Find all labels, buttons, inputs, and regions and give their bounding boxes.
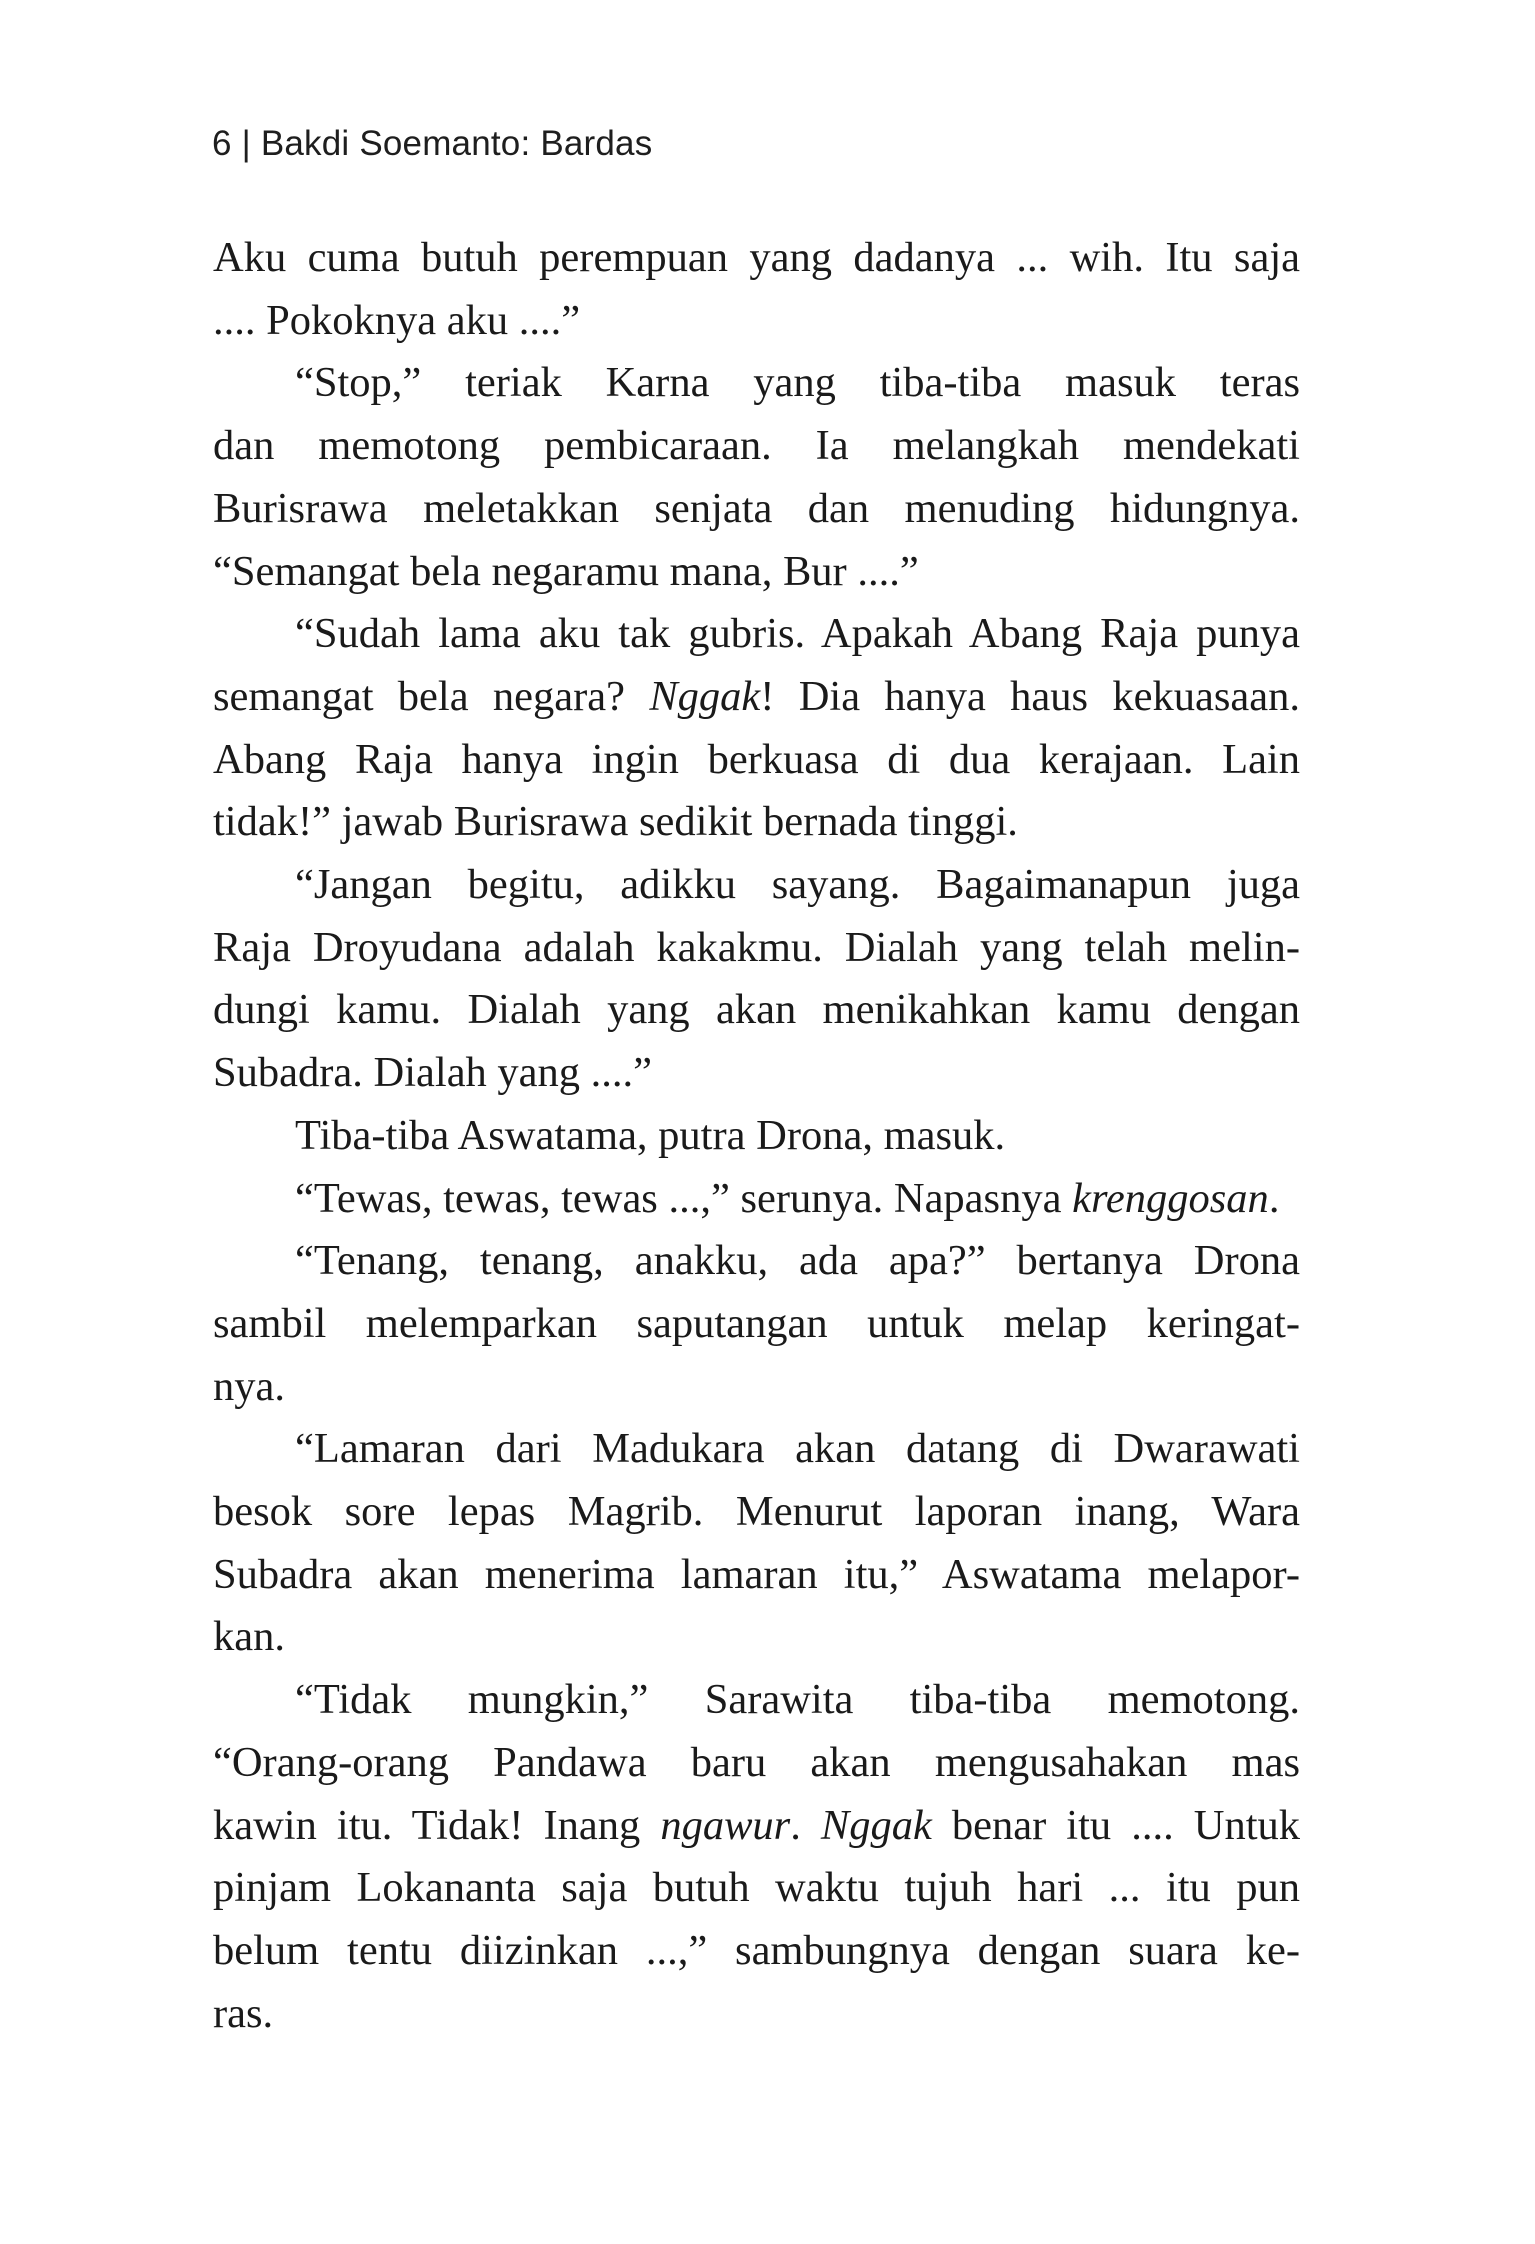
text-line — [213, 1669, 1300, 1732]
text-line — [213, 1857, 1300, 1920]
text-line — [213, 1168, 1300, 1231]
paragraph — [213, 1105, 1300, 1168]
text-line — [213, 791, 1300, 854]
text-run: “Tidak mungkin,” Sarawita tiba-tiba memotong. — [295, 1676, 1300, 1724]
paragraph — [213, 854, 1300, 1105]
text-run: “Tenang, tenang, anakku, ada apa?” bertanya Drona — [295, 1237, 1300, 1285]
paragraph — [213, 352, 1300, 603]
text-run: Aku cuma butuh perempuan yang dadanya ... wih. Itu saja — [213, 234, 1300, 281]
text-run: pinjam Lokananta saja butuh waktu tujuh hari ... itu pun — [213, 1864, 1300, 1912]
italic-text: krenggosan — [1072, 1174, 1269, 1222]
text-run: . — [1268, 1174, 1280, 1222]
text-run: .... Pokoknya aku ....” — [213, 296, 581, 344]
running-head-title: Bakdi Soemanto: Bardas — [260, 124, 653, 163]
text-run: “Jangan begitu, adikku sayang. Bagaimanapun juga — [295, 861, 1300, 909]
text-run: besok sore lepas Magrib. Menurut laporan inang, Wara — [213, 1488, 1300, 1536]
running-head-separator: | — [241, 124, 251, 163]
text-run: sambil melemparkan saputangan untuk melap keringat- — [213, 1299, 1300, 1347]
text-line — [213, 1042, 1300, 1105]
text-line — [213, 1356, 1300, 1419]
text-run: nya. — [213, 1362, 285, 1410]
text-line — [213, 1795, 1300, 1858]
running-head — [212, 124, 652, 164]
text-line — [213, 854, 1300, 917]
text-run: benar itu .... Untuk — [931, 1801, 1300, 1849]
text-line — [213, 227, 1300, 290]
italic-text: ngawur — [660, 1801, 791, 1849]
text-run: . — [790, 1801, 821, 1849]
text-line — [213, 1105, 1300, 1168]
paragraph — [213, 227, 1300, 352]
paragraph — [213, 1230, 1300, 1418]
text-run: ! Dia hanya haus kekuasaan. — [760, 672, 1301, 720]
text-run: dan memotong pembicaraan. Ia melangkah mendekati — [213, 422, 1300, 470]
text-line — [213, 541, 1300, 604]
text-line — [213, 1481, 1300, 1544]
text-line — [213, 1418, 1300, 1481]
text-run: “Semangat bela negaramu mana, Bur ....” — [213, 547, 919, 595]
paragraph — [213, 603, 1300, 854]
text-run: kan. — [213, 1613, 285, 1661]
text-line — [213, 666, 1300, 729]
text-run: semangat bela negara? — [213, 672, 650, 720]
text-run: Raja Droyudana adalah kakakmu. Dialah yang telah melin- — [213, 923, 1300, 971]
italic-text: Nggak — [820, 1801, 932, 1849]
text-run: “Lamaran dari Madukara akan datang di Dwarawati — [295, 1425, 1300, 1473]
body-text — [213, 227, 1300, 2045]
text-line — [213, 1606, 1300, 1669]
text-run: Tiba-tiba Aswatama, putra Drona, masuk. — [295, 1111, 1006, 1159]
text-line — [213, 1920, 1300, 1983]
text-run: tidak!” jawab Burisrawa sedikit bernada tinggi. — [213, 798, 1018, 846]
paragraph — [213, 1669, 1300, 2045]
text-line — [213, 1732, 1300, 1795]
text-run: ras. — [213, 1989, 274, 2037]
text-line — [213, 917, 1300, 980]
text-run: “Stop,” teriak Karna yang tiba-tiba masuk teras — [295, 359, 1300, 407]
text-run: “Orang-orang Pandawa baru akan mengusahakan mas — [213, 1738, 1300, 1786]
text-line — [213, 1230, 1300, 1293]
text-line — [213, 979, 1300, 1042]
text-line — [213, 1293, 1300, 1356]
text-run: kawin itu. Tidak! Inang — [213, 1801, 661, 1849]
text-line — [213, 478, 1300, 541]
text-run: dungi kamu. Dialah yang akan menikahkan kamu dengan — [213, 986, 1300, 1034]
text-run: Subadra akan menerima lamaran itu,” Aswatama melapor- — [213, 1550, 1300, 1598]
text-run: Subadra. Dialah yang ....” — [213, 1049, 653, 1097]
text-line — [213, 415, 1300, 478]
text-run: Burisrawa meletakkan senjata dan menuding hidungnya. — [213, 484, 1300, 532]
text-run: “Sudah lama aku tak gubris. Apakah Abang Raja punya — [295, 610, 1300, 658]
text-line — [213, 352, 1300, 415]
text-run: Abang Raja hanya ingin berkuasa di dua kerajaan. Lain — [213, 735, 1300, 783]
paragraph — [213, 1418, 1300, 1669]
page-number: 6 — [212, 124, 232, 163]
text-run: “Tewas, tewas, tewas ...,” serunya. Napasnya — [295, 1174, 1073, 1222]
text-line — [213, 729, 1300, 792]
text-line — [213, 1544, 1300, 1607]
paragraph — [213, 1168, 1300, 1231]
text-line — [213, 1983, 1300, 2046]
text-line — [213, 603, 1300, 666]
italic-text: Nggak — [649, 672, 761, 720]
text-line — [213, 290, 1300, 353]
text-run: belum tentu diizinkan ...,” sambungnya dengan suara ke- — [213, 1926, 1300, 1974]
